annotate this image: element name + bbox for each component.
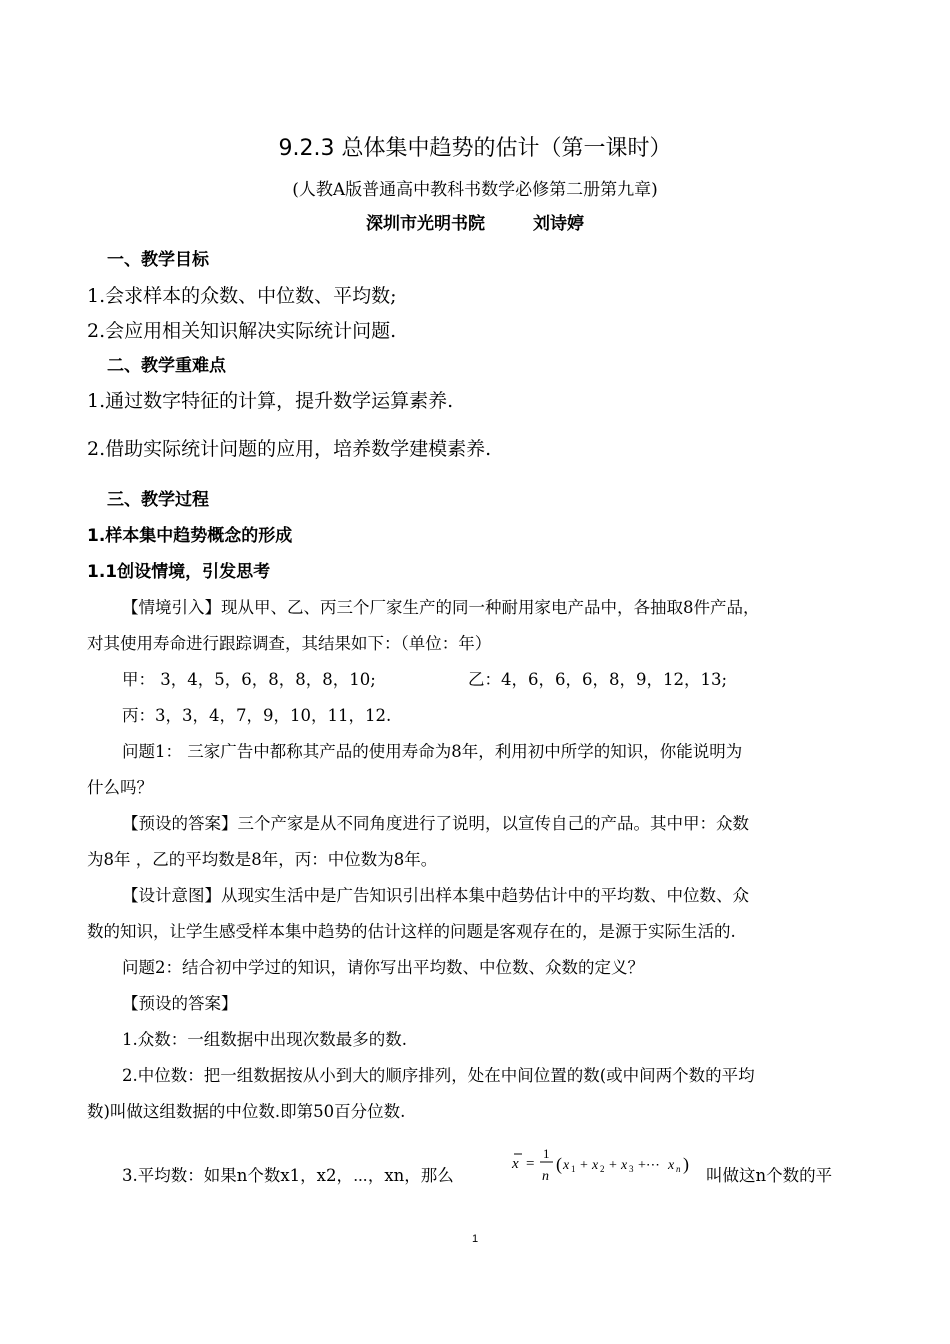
svg-text:x: x — [668, 1158, 675, 1173]
subtitle: (人教A版普通高中教科书数学必修第二册第九章) — [292, 180, 658, 200]
heading-process: 三、教学过程 — [107, 490, 209, 510]
paragraph-line: 数)叫做这组数据的中位数.即第50百分位数. — [87, 1102, 406, 1121]
design-intent: 【设计意图】从现实生活中是广告知识引出样本集中趋势估计中的平均数、中位数、众 — [122, 886, 749, 905]
subheading-1-1: 1.1创设情境，引发思考 — [87, 562, 271, 582]
svg-text:1: 1 — [543, 1146, 550, 1161]
paragraph-line: 【情境引入】现从甲、乙、丙三个厂家生产的同一种耐用家电产品中，各抽取8件产品， — [122, 598, 760, 617]
svg-text:3: 3 — [629, 1164, 634, 1174]
svg-text:): ) — [683, 1154, 689, 1174]
svg-text:n: n — [542, 1169, 549, 1184]
svg-text:x: x — [563, 1158, 570, 1173]
goal-item-1: 1.会求样本的众数、中位数、平均数; — [87, 285, 397, 307]
paragraph-line: 数的知识，让学生感受样本集中趋势的估计这样的问题是客观存在的，是源于实际生活的. — [87, 922, 736, 941]
author-school: 深圳市光明书院 — [366, 214, 485, 234]
svg-text:x: x — [592, 1158, 599, 1173]
subheading-1: 1.样本集中趋势概念的形成 — [87, 526, 293, 546]
svg-text:+: + — [580, 1158, 588, 1173]
mean-formula — [510, 1140, 710, 1190]
data-yi: 乙：4，6，6，6，8，9，12，13; — [468, 670, 728, 689]
data-jia: 甲： 3，4，5，6，8，8，8，10; — [122, 670, 376, 689]
question-2: 问题2：结合初中学过的知识，请你写出平均数、中位数、众数的定义？ — [122, 958, 644, 977]
page-number: 1 — [471, 1233, 479, 1245]
definition-mean-cont: 叫做这n个数的平 — [706, 1166, 833, 1185]
heading-goals: 一、教学目标 — [107, 250, 209, 270]
svg-text:1: 1 — [571, 1164, 576, 1174]
paragraph-line: 为8年 ，乙的平均数是8年，丙：中位数为8年。 — [87, 850, 438, 869]
key-item-2: 2.借助实际统计问题的应用，培养数学建模素养. — [87, 438, 492, 460]
page-title: 9.2.3 总体集中趋势的估计（第一课时） — [278, 136, 672, 161]
answer-2-label: 【预设的答案】 — [122, 994, 238, 1013]
svg-text:+⋯: +⋯ — [638, 1158, 660, 1173]
definition-mean: 3.平均数：如果n个数x1，x2，⋯，xn，那么 — [122, 1166, 454, 1185]
key-item-1: 1.通过数字特征的计算，提升数学运算素养. — [87, 390, 454, 412]
paragraph-line: 什么吗？ — [87, 778, 153, 797]
data-bing: 丙：3，3，4，7，9，10，11，12. — [122, 706, 392, 725]
svg-text:x: x — [512, 1156, 519, 1172]
heading-key-points: 二、教学重难点 — [107, 356, 226, 376]
answer-1: 【预设的答案】三个产家是从不同角度进行了说明，以宣传自己的产品。其中甲：众数 — [122, 814, 749, 833]
definition-median: 2.中位数：把一组数据按从小到大的顺序排列，处在中间位置的数(或中间两个数的平均 — [122, 1066, 755, 1085]
svg-text:+: + — [609, 1158, 617, 1173]
svg-text:n: n — [676, 1164, 681, 1174]
question-1: 问题1： 三家广告中都称其产品的使用寿命为8年，利用初中所学的知识，你能说明为 — [122, 742, 743, 761]
author-name: 刘诗婷 — [533, 214, 584, 234]
author-line — [0, 214, 950, 234]
paragraph-line: 对其使用寿命进行跟踪调查，其结果如下：（单位：年） — [87, 634, 492, 653]
svg-text:=: = — [526, 1156, 535, 1172]
svg-text:2: 2 — [600, 1164, 605, 1174]
goal-item-2: 2.会应用相关知识解决实际统计问题. — [87, 320, 397, 342]
definition-mode: 1.众数：一组数据中出现次数最多的数. — [122, 1030, 407, 1049]
svg-text:(: ( — [556, 1154, 562, 1174]
svg-text:x: x — [621, 1158, 628, 1173]
